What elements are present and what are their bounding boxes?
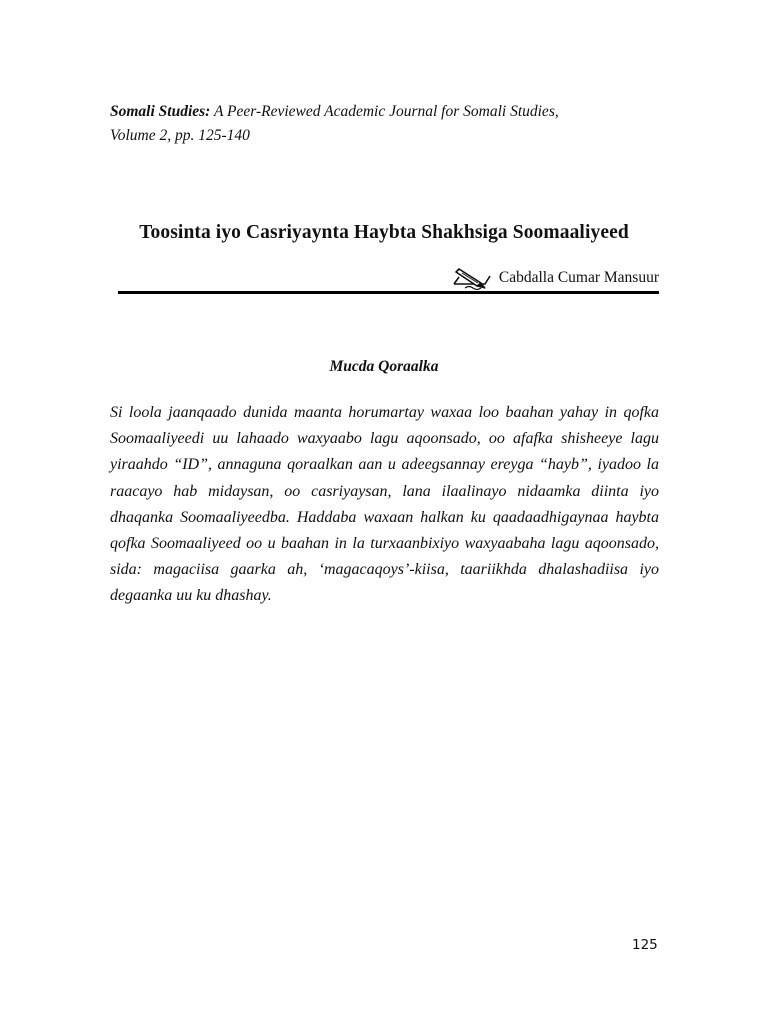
journal-citation-line-1 xyxy=(110,100,670,124)
abstract-paragraph: Si loola jaanqaado dunida maanta horumartay waxaa loo baahan yahay in qofka Soomaaliyeedi uu lahaado waxyaabo lagu aqoonsado, oo afafka shisheeye lagu yiraahdo “ID”, annaguna qoraalkan aan u adeegsannay ereyga “hayb”, iyadoo la raacayo hab midaysan, oo casriyaysan, lana ilaalinayo nidaamka diinta iyo dhaqanka Soomaaliyeedba. Haddaba waxaan halkan ku qaadaadhigaynaa haybta qofka Soomaaliyeed oo u baahan in la turxaanbixiyo waxyaabaha lagu aqoonsado, sida: magaciisa gaarka ah, ‘magacaqoys’-kiisa, taariikhda dhalashadiisa iyo degaanka uu ku dhashay. xyxy=(110,404,659,605)
journal-name: Somali Studies: xyxy=(110,103,211,120)
abstract-heading: Mucda Qoraalka xyxy=(329,358,439,375)
article-title: Toosinta iyo Casriyaynta Haybta Shakhsiga Soomaaliyeed xyxy=(139,222,629,243)
author-name: Cabdalla Cumar Mansuur xyxy=(498,269,659,286)
journal-description: A Peer-Reviewed Academic Journal for Somali Studies, xyxy=(213,103,559,120)
author-byline xyxy=(451,262,659,294)
journal-citation-header xyxy=(110,100,670,148)
pen-writing-icon xyxy=(451,264,493,292)
journal-volume-pages: Volume 2, pp. 125-140 xyxy=(110,127,250,144)
page-number: 125 xyxy=(632,937,658,953)
title-divider xyxy=(118,291,659,294)
